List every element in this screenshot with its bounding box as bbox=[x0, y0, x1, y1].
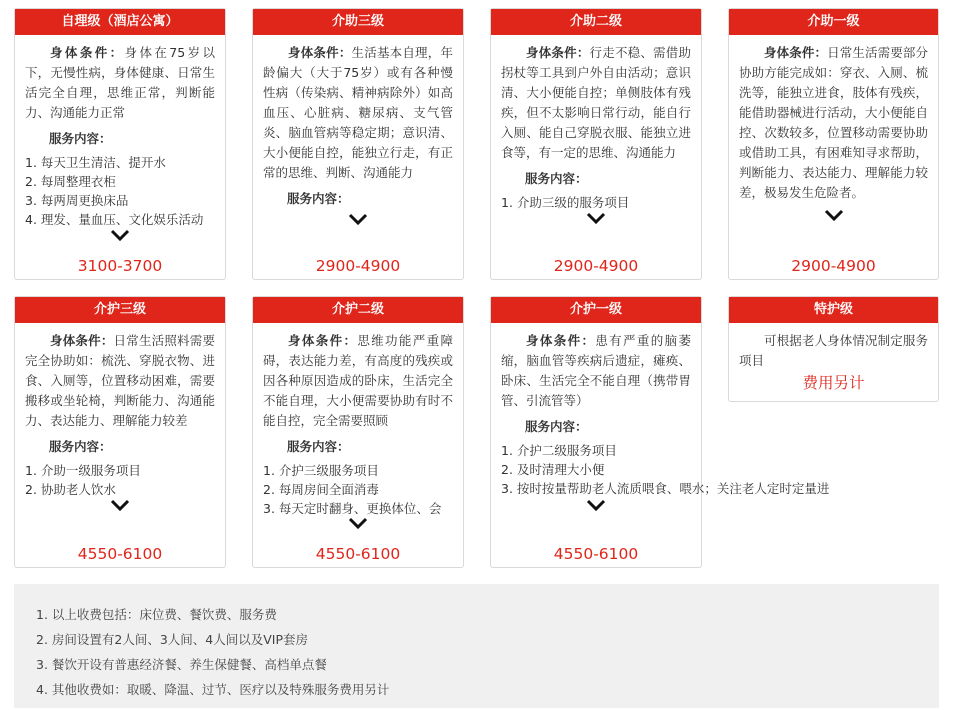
condition-label: 身体条件： bbox=[50, 45, 125, 60]
condition-label: 身体条件： bbox=[50, 333, 114, 348]
service-item: 3. 按时按量帮助老人流质喂食、喂水；关注老人定时定量进 bbox=[501, 481, 830, 496]
chevron-down-icon[interactable] bbox=[110, 229, 130, 241]
service-list bbox=[25, 461, 215, 499]
price: 4550-6100 bbox=[553, 545, 639, 563]
fee-notes bbox=[14, 584, 939, 708]
note-item: 2. 房间设置有2人间、3人间、4人间以及VIP套房 bbox=[36, 632, 309, 647]
service-item: 1. 介护二级服务项目 bbox=[501, 443, 617, 458]
condition-text: 思维功能严重障碍，表达能力差，有高度的残疾或因各种原因造成的卧床，生活完全不能自理，大小便需要协助有时不能自控，完全需要照顾 bbox=[263, 333, 453, 428]
price: 3100-3700 bbox=[77, 257, 163, 275]
card-condition bbox=[263, 331, 453, 431]
service-item: 2. 协助老人饮水 bbox=[25, 482, 116, 497]
condition-text: 生活基本自理，年龄偏大（大于75岁）或有各种慢性病（传染病、精神病除外）如高血压、心脏病、糖尿病、支气管炎、脑血管病等稳定期；意识清、大小便能自控，能独立行走，有正常的思维、判断、沟通能力 bbox=[263, 45, 453, 180]
card-title: 介助三级 bbox=[253, 9, 463, 35]
card-assist-1 bbox=[728, 8, 939, 280]
chevron-down-icon[interactable] bbox=[348, 517, 368, 529]
service-label: 服务内容： bbox=[49, 439, 112, 454]
card-condition bbox=[25, 43, 215, 123]
price: 4550-6100 bbox=[77, 545, 163, 563]
card-title: 介护三级 bbox=[15, 297, 225, 323]
card-assist-2 bbox=[490, 8, 702, 280]
card-care-2 bbox=[252, 296, 464, 568]
service-list bbox=[263, 461, 453, 517]
condition-label: 身体条件： bbox=[288, 45, 352, 60]
condition-label: 身体条件： bbox=[526, 45, 590, 60]
service-item: 1. 介护三级服务项目 bbox=[263, 463, 379, 478]
card-condition: 可根据老人身体情况制定服务项目 bbox=[739, 333, 928, 368]
chevron-down-icon[interactable] bbox=[110, 499, 130, 511]
chevron-down-icon[interactable] bbox=[348, 213, 368, 225]
card-title: 介护一级 bbox=[491, 297, 701, 323]
card-title: 介护二级 bbox=[253, 297, 463, 323]
service-item: 4. 理发、量血压、文化娱乐活动 bbox=[25, 212, 204, 227]
service-label: 服务内容： bbox=[287, 439, 350, 454]
price: 费用另计 bbox=[802, 374, 865, 392]
card-condition bbox=[501, 331, 691, 411]
chevron-down-icon[interactable] bbox=[824, 209, 844, 221]
price: 2900-4900 bbox=[791, 257, 876, 275]
condition-text: 日常生活需要部分协助方能完成如：穿衣、入厕、梳洗等，能独立进食，肢体有残疾，能借助器械进行活动，大小便能自控、次数较多，位置移动需要协助或借助工具，有困难知寻求帮助，判断能力、表达能力、理解能力较差，极易发生危险者。 bbox=[739, 45, 928, 200]
service-item: 3. 每两周更换床品 bbox=[25, 193, 129, 208]
service-list bbox=[25, 153, 215, 229]
card-care-1 bbox=[490, 296, 830, 568]
price: 4550-6100 bbox=[315, 545, 401, 563]
condition-label: 身体条件： bbox=[764, 45, 828, 60]
card-assist-3 bbox=[252, 8, 464, 280]
card-special-care bbox=[728, 296, 939, 402]
condition-label: 身体条件： bbox=[288, 333, 358, 348]
service-label: 服务内容： bbox=[525, 419, 588, 434]
chevron-down-icon[interactable] bbox=[586, 212, 606, 224]
condition-text: 日常生活照料需要完全协助如：梳洗、穿脱衣物、进食、入厕等，位置移动困难，需要搬移或坐轮椅，判断能力、沟通能力、表达能力、理解能力较差 bbox=[25, 333, 215, 428]
service-item: 2. 及时清理大小便 bbox=[501, 462, 605, 477]
chevron-down-icon[interactable] bbox=[586, 499, 606, 511]
service-label: 服务内容： bbox=[49, 131, 112, 146]
card-title: 介助二级 bbox=[491, 9, 701, 35]
card-title: 介助一级 bbox=[729, 9, 938, 35]
service-label: 服务内容： bbox=[287, 191, 350, 206]
note-item: 4. 其他收费如：取暖、降温、过节、医疗以及特殊服务费用另计 bbox=[36, 682, 390, 697]
price: 2900-4900 bbox=[315, 257, 401, 275]
service-item: 3. 每天定时翻身、更换体位、会 bbox=[263, 501, 442, 516]
card-title: 特护级 bbox=[729, 297, 938, 323]
card-condition bbox=[25, 331, 215, 431]
service-item: 1. 介助三级的服务项目 bbox=[501, 195, 630, 210]
condition-text: 身体在75岁以下，无慢性病，身体健康、日常生活完全自理，思维正常，判断能力、沟通能力正常 bbox=[25, 45, 215, 120]
condition-label: 身体条件： bbox=[526, 333, 596, 348]
card-care-3 bbox=[14, 296, 226, 568]
note-item: 3. 餐饮开设有普惠经济餐、养生保健餐、高档单点餐 bbox=[36, 657, 327, 672]
note-item: 1. 以上收费包括：床位费、餐饮费、服务费 bbox=[36, 607, 277, 622]
condition-text: 行走不稳、需借助拐杖等工具到户外自由活动；意识清、大小便能自控；单侧肢体有残疾，但不太影响日常行动，能自行入厕、能自己穿脱衣服、能独立进食等，有一定的思维、沟通能力 bbox=[501, 45, 691, 160]
condition-text: 患有严重的脑萎缩，脑血管等疾病后遗症，瘫痪、卧床、生活完全不能自理（携带胃管、引流管等） bbox=[501, 333, 691, 408]
service-item: 2. 每周房间全面消毒 bbox=[263, 482, 379, 497]
service-label: 服务内容： bbox=[525, 171, 588, 186]
card-title: 自理级（酒店公寓） bbox=[15, 9, 225, 35]
card-self-care bbox=[14, 8, 226, 280]
card-condition bbox=[263, 43, 453, 183]
service-list bbox=[501, 441, 830, 499]
service-item: 1. 每天卫生清洁、提开水 bbox=[25, 155, 166, 170]
card-condition bbox=[739, 43, 928, 203]
service-item: 2. 每周整理衣柜 bbox=[25, 174, 116, 189]
card-condition bbox=[501, 43, 691, 163]
price: 2900-4900 bbox=[553, 257, 639, 275]
service-item: 1. 介助一级服务项目 bbox=[25, 463, 141, 478]
